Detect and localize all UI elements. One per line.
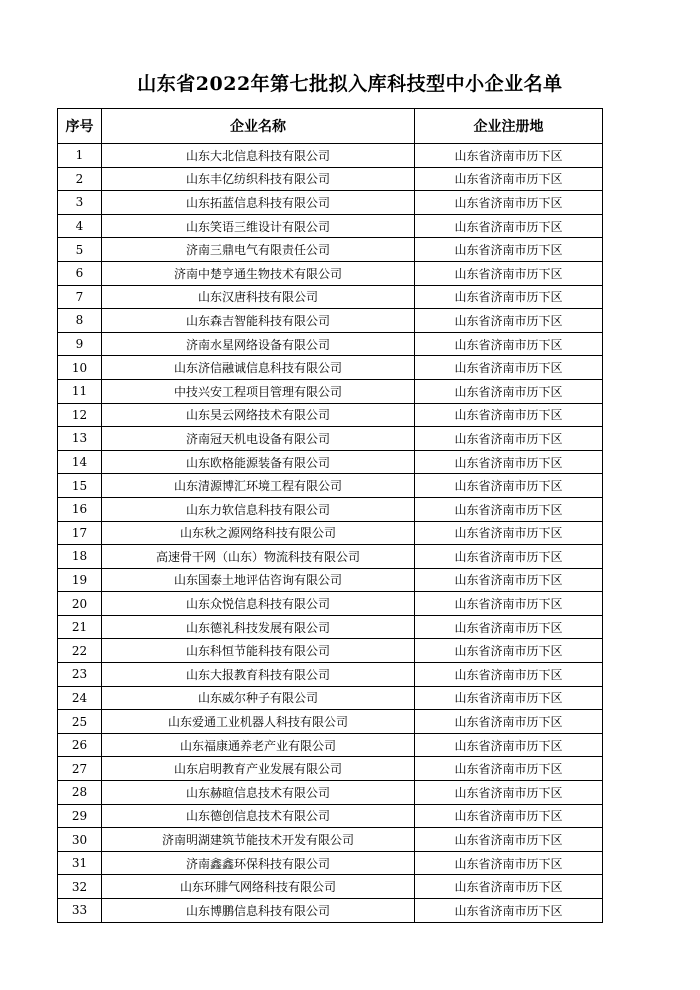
registered-region-cell: 山东省济南市历下区 [415,545,603,569]
registered-region-cell: 山东省济南市历下区 [415,403,603,427]
company-name-cell: 山东威尔种子有限公司 [102,686,415,710]
row-index-cell: 13 [58,427,102,451]
row-index-cell: 26 [58,733,102,757]
registered-region-cell: 山东省济南市历下区 [415,238,603,262]
row-index-cell: 9 [58,332,102,356]
table-row [58,238,603,262]
table-body [58,144,603,923]
registered-region-cell: 山东省济南市历下区 [415,663,603,687]
table-row [58,474,603,498]
table-row [58,899,603,923]
table-row [58,804,603,828]
row-index-cell: 6 [58,261,102,285]
company-name-cell: 山东福康通养老产业有限公司 [102,733,415,757]
registered-region-cell: 山东省济南市历下区 [415,899,603,923]
row-index-cell: 23 [58,663,102,687]
registered-region-cell: 山东省济南市历下区 [415,167,603,191]
registered-region-cell: 山东省济南市历下区 [415,804,603,828]
registered-region-cell: 山东省济南市历下区 [415,497,603,521]
company-name-cell: 山东众悦信息科技有限公司 [102,592,415,616]
table-row [58,686,603,710]
row-index-cell: 12 [58,403,102,427]
table-row [58,757,603,781]
row-index-cell: 1 [58,144,102,168]
header-registered-region: 企业注册地 [415,109,603,144]
row-index-cell: 25 [58,710,102,734]
row-index-cell: 21 [58,615,102,639]
row-index-cell: 32 [58,875,102,899]
company-name-cell: 山东德礼科技发展有限公司 [102,615,415,639]
table-row [58,379,603,403]
table-row [58,828,603,852]
table-row [58,521,603,545]
registered-region-cell: 山东省济南市历下区 [415,427,603,451]
registered-region-cell: 山东省济南市历下区 [415,521,603,545]
registered-region-cell: 山东省济南市历下区 [415,781,603,805]
registered-region-cell: 山东省济南市历下区 [415,828,603,852]
header-index: 序号 [58,109,102,144]
registered-region-cell: 山东省济南市历下区 [415,214,603,238]
row-index-cell: 7 [58,285,102,309]
company-name-cell: 山东大北信息科技有限公司 [102,144,415,168]
table-header-row [58,109,603,144]
page-title: 山东省2022年第七批拟入库科技型中小企业名单 [137,73,563,95]
row-index-cell: 31 [58,851,102,875]
registered-region-cell: 山东省济南市历下区 [415,191,603,215]
table-row [58,285,603,309]
registered-region-cell: 山东省济南市历下区 [415,686,603,710]
row-index-cell: 4 [58,214,102,238]
registered-region-cell: 山东省济南市历下区 [415,875,603,899]
row-index-cell: 2 [58,167,102,191]
registered-region-cell: 山东省济南市历下区 [415,615,603,639]
table-row [58,710,603,734]
registered-region-cell: 山东省济南市历下区 [415,261,603,285]
company-name-cell: 中技兴安工程项目管理有限公司 [102,379,415,403]
company-name-cell: 山东力软信息科技有限公司 [102,497,415,521]
company-name-cell: 山东欧格能源装备有限公司 [102,450,415,474]
row-index-cell: 22 [58,639,102,663]
company-name-cell: 济南水星网络设备有限公司 [102,332,415,356]
table-row [58,545,603,569]
company-name-cell: 山东汉唐科技有限公司 [102,285,415,309]
company-name-cell: 山东笑语三维设计有限公司 [102,214,415,238]
company-name-cell: 山东爱通工业机器人科技有限公司 [102,710,415,734]
table-row [58,214,603,238]
row-index-cell: 17 [58,521,102,545]
company-name-cell: 山东科恒节能科技有限公司 [102,639,415,663]
row-index-cell: 18 [58,545,102,569]
table-row [58,639,603,663]
table-row [58,568,603,592]
registered-region-cell: 山东省济南市历下区 [415,710,603,734]
registered-region-cell: 山东省济南市历下区 [415,474,603,498]
company-name-cell: 山东大报教育科技有限公司 [102,663,415,687]
registered-region-cell: 山东省济南市历下区 [415,757,603,781]
company-name-cell: 山东博鹏信息科技有限公司 [102,899,415,923]
company-name-cell: 山东秋之源网络科技有限公司 [102,521,415,545]
company-name-cell: 济南明湖建筑节能技术开发有限公司 [102,828,415,852]
table-row [58,781,603,805]
company-table [57,108,603,923]
row-index-cell: 3 [58,191,102,215]
registered-region-cell: 山东省济南市历下区 [415,851,603,875]
registered-region-cell: 山东省济南市历下区 [415,332,603,356]
row-index-cell: 8 [58,309,102,333]
row-index-cell: 10 [58,356,102,380]
table-row [58,592,603,616]
header-company-name: 企业名称 [102,109,415,144]
row-index-cell: 5 [58,238,102,262]
registered-region-cell: 山东省济南市历下区 [415,568,603,592]
company-name-cell: 山东德创信息技术有限公司 [102,804,415,828]
table-row [58,144,603,168]
table-row [58,733,603,757]
company-name-cell: 济南鑫鑫环保科技有限公司 [102,851,415,875]
registered-region-cell: 山东省济南市历下区 [415,144,603,168]
registered-region-cell: 山东省济南市历下区 [415,379,603,403]
company-name-cell: 济南中楚亨通生物技术有限公司 [102,261,415,285]
registered-region-cell: 山东省济南市历下区 [415,639,603,663]
row-index-cell: 15 [58,474,102,498]
registered-region-cell: 山东省济南市历下区 [415,356,603,380]
company-name-cell: 山东济信融诚信息科技有限公司 [102,356,415,380]
table-row [58,309,603,333]
company-name-cell: 济南冠天机电设备有限公司 [102,427,415,451]
company-name-cell: 山东清源博汇环境工程有限公司 [102,474,415,498]
row-index-cell: 24 [58,686,102,710]
company-name-cell: 山东森吉智能科技有限公司 [102,309,415,333]
table-row [58,403,603,427]
table-row [58,663,603,687]
row-index-cell: 16 [58,497,102,521]
row-index-cell: 29 [58,804,102,828]
table-row [58,851,603,875]
row-index-cell: 28 [58,781,102,805]
table-row [58,450,603,474]
row-index-cell: 27 [58,757,102,781]
table-row [58,875,603,899]
table-row [58,427,603,451]
company-name-cell: 高速骨干网（山东）物流科技有限公司 [102,545,415,569]
table-row [58,497,603,521]
table-row [58,191,603,215]
registered-region-cell: 山东省济南市历下区 [415,592,603,616]
row-index-cell: 30 [58,828,102,852]
table-row [58,615,603,639]
table-row [58,167,603,191]
company-name-cell: 山东昊云网络技术有限公司 [102,403,415,427]
company-name-cell: 济南三鼎电气有限责任公司 [102,238,415,262]
registered-region-cell: 山东省济南市历下区 [415,450,603,474]
company-name-cell: 山东环腓气网络科技有限公司 [102,875,415,899]
row-index-cell: 19 [58,568,102,592]
company-name-cell: 山东拓蓝信息科技有限公司 [102,191,415,215]
table-row [58,332,603,356]
registered-region-cell: 山东省济南市历下区 [415,285,603,309]
row-index-cell: 11 [58,379,102,403]
table-row [58,356,603,380]
row-index-cell: 20 [58,592,102,616]
company-name-cell: 山东国泰土地评估咨询有限公司 [102,568,415,592]
company-name-cell: 山东赫暄信息技术有限公司 [102,781,415,805]
company-name-cell: 山东启明教育产业发展有限公司 [102,757,415,781]
registered-region-cell: 山东省济南市历下区 [415,733,603,757]
row-index-cell: 33 [58,899,102,923]
company-name-cell: 山东丰亿纺织科技有限公司 [102,167,415,191]
row-index-cell: 14 [58,450,102,474]
table-row [58,261,603,285]
registered-region-cell: 山东省济南市历下区 [415,309,603,333]
